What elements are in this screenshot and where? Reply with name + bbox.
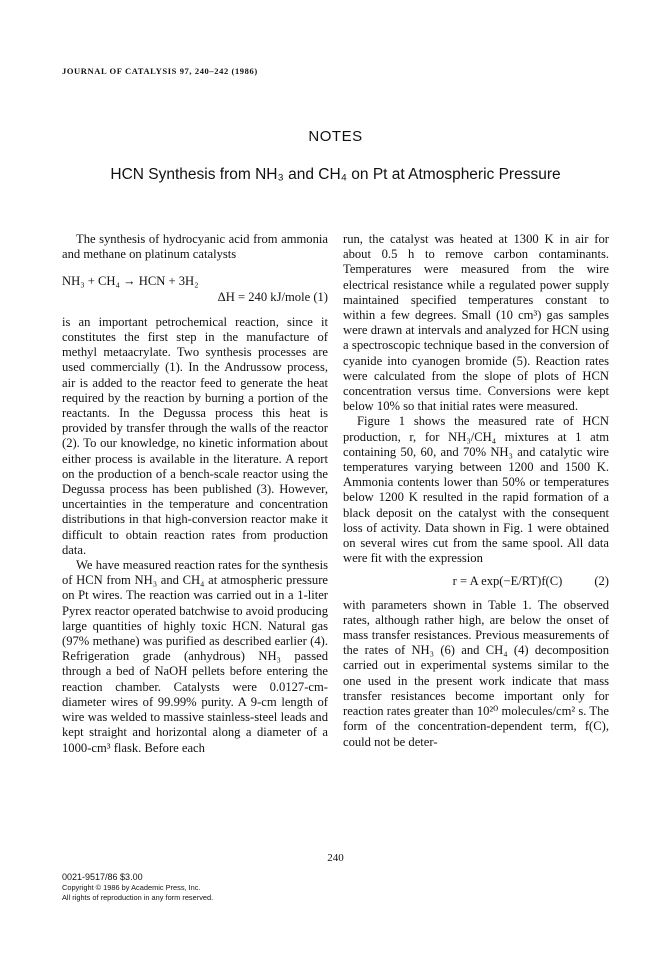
paragraph-processes: is an important petrochemical reaction, since it constitutes the first step in the manufacture of methyl metaacrylate. Two synthesis processes are used commercially (1). In the Andrussow process, air is added to the reactor feed to generate the heat required by the reaction by burning a portion of the reactants. In the Degussa process this heat is provided by transfer through the walls of the reactor (2). To our knowledge, no kinetic information about either process is available in the literature. A report on the production of a bench-scale reactor using the Degussa process has been published (3). However, uncertainties in the temperature and concentration distributions in that high-conversion reactor make it difficult to obtain reaction rates from production data. [62,314,328,557]
right-column [343,232,609,750]
equation-2-expression: r = A exp(−E/RT)f(C) [452,574,563,589]
paragraph-parameters: with parameters shown in Table 1. The observed rates, although rather high, are below the onset of mass transfer resistances. Previous measurements of the rates of NH₃ (6) and CH₄ (4) decomposition carried out in experimental systems similar to the one used in the present work indicate that mass transfer resistances become important only for reaction rates greater than 10²⁰ molecules/cm² s. The form of the concentration-dependent term, f(C), could not be deter- [343,597,609,749]
paragraph-procedure: run, the catalyst was heated at 1300 K in air for about 0.5 h to remove carbon contaminants. Temperatures were measured from the wire electrical resistance while a regulated power supply maintained specified temperatures constant to within a few degrees. Small (10 cm³) gas samples were drawn at intervals and analyzed for HCN using a spectroscopic technique based in the conversion of cyanide into cyanogen bromide (5). Reaction rates were calculated from the slope of plots of HCN concentration versus time. Conversions were kept below 10% so that initial rates were measured. [343,232,609,414]
article-title: HCN Synthesis from NH₃ and CH₄ on Pt at Atmospheric Pressure [110,166,561,183]
copyright-footer [62,872,213,903]
equation-2 [343,574,609,589]
paragraph-methods: We have measured reaction rates for the synthesis of HCN from NH₃ and CH₄ at atmospheric pressure on Pt wires. The reaction was carried out in a 1-liter Pyrex reactor operated batchwise to avoid producing large quantities of highly toxic HCN. Natural gas (97% methane) was purified as described earlier (4). Refrigeration grade (anhydrous) NH₃ passed through a bed of NaOH pellets before entering the reaction chamber. Catalysts were 0.0127-cm-diameter wires of 99.99% purity. A 9-cm length of wire was welded to massive stainless-steel leads and kept straight and horizontal along a diameter of a 1000-cm³ flask. Before each [62,558,328,755]
paragraph-intro: The synthesis of hydrocyanic acid from ammonia and methane on platinum catalysts [62,232,328,262]
equation-1-enthalpy: ΔH = 240 kJ/mole (1) [217,289,328,304]
equation-2-number: (2) [594,574,609,589]
copyright-line: Copyright © 1986 by Academic Press, Inc. [62,883,201,892]
section-heading: NOTES [308,128,363,145]
rights-line: All rights of reproduction in any form reserved. [62,893,214,902]
page-number: 240 [327,852,344,864]
journal-line: JOURNAL OF CATALYSIS 97, 240–242 (1986) [62,66,258,76]
equation-1-reaction: NH₃ + CH₄ → HCN + 3H₂ [62,274,199,289]
paragraph-results: Figure 1 shows the measured rate of HCN production, r, for NH₃/CH₄ mixtures at 1 atm containing 50, 60, and 70% NH₃ and catalytic wire temperatures varying between 1200 and 1500 K. Ammonia contents lower than 50% or temperatures below 1200 K resulted in the rapid formation of a black deposit on the catalyst with the consequent loss of activity. Data shown in Fig. 1 were obtained on several wires cut from the same spool. All data were fit with the expression [343,414,609,566]
equation-1 [62,274,328,304]
left-column [62,232,328,756]
issn-line: 0021-9517/86 $3.00 [62,872,143,882]
